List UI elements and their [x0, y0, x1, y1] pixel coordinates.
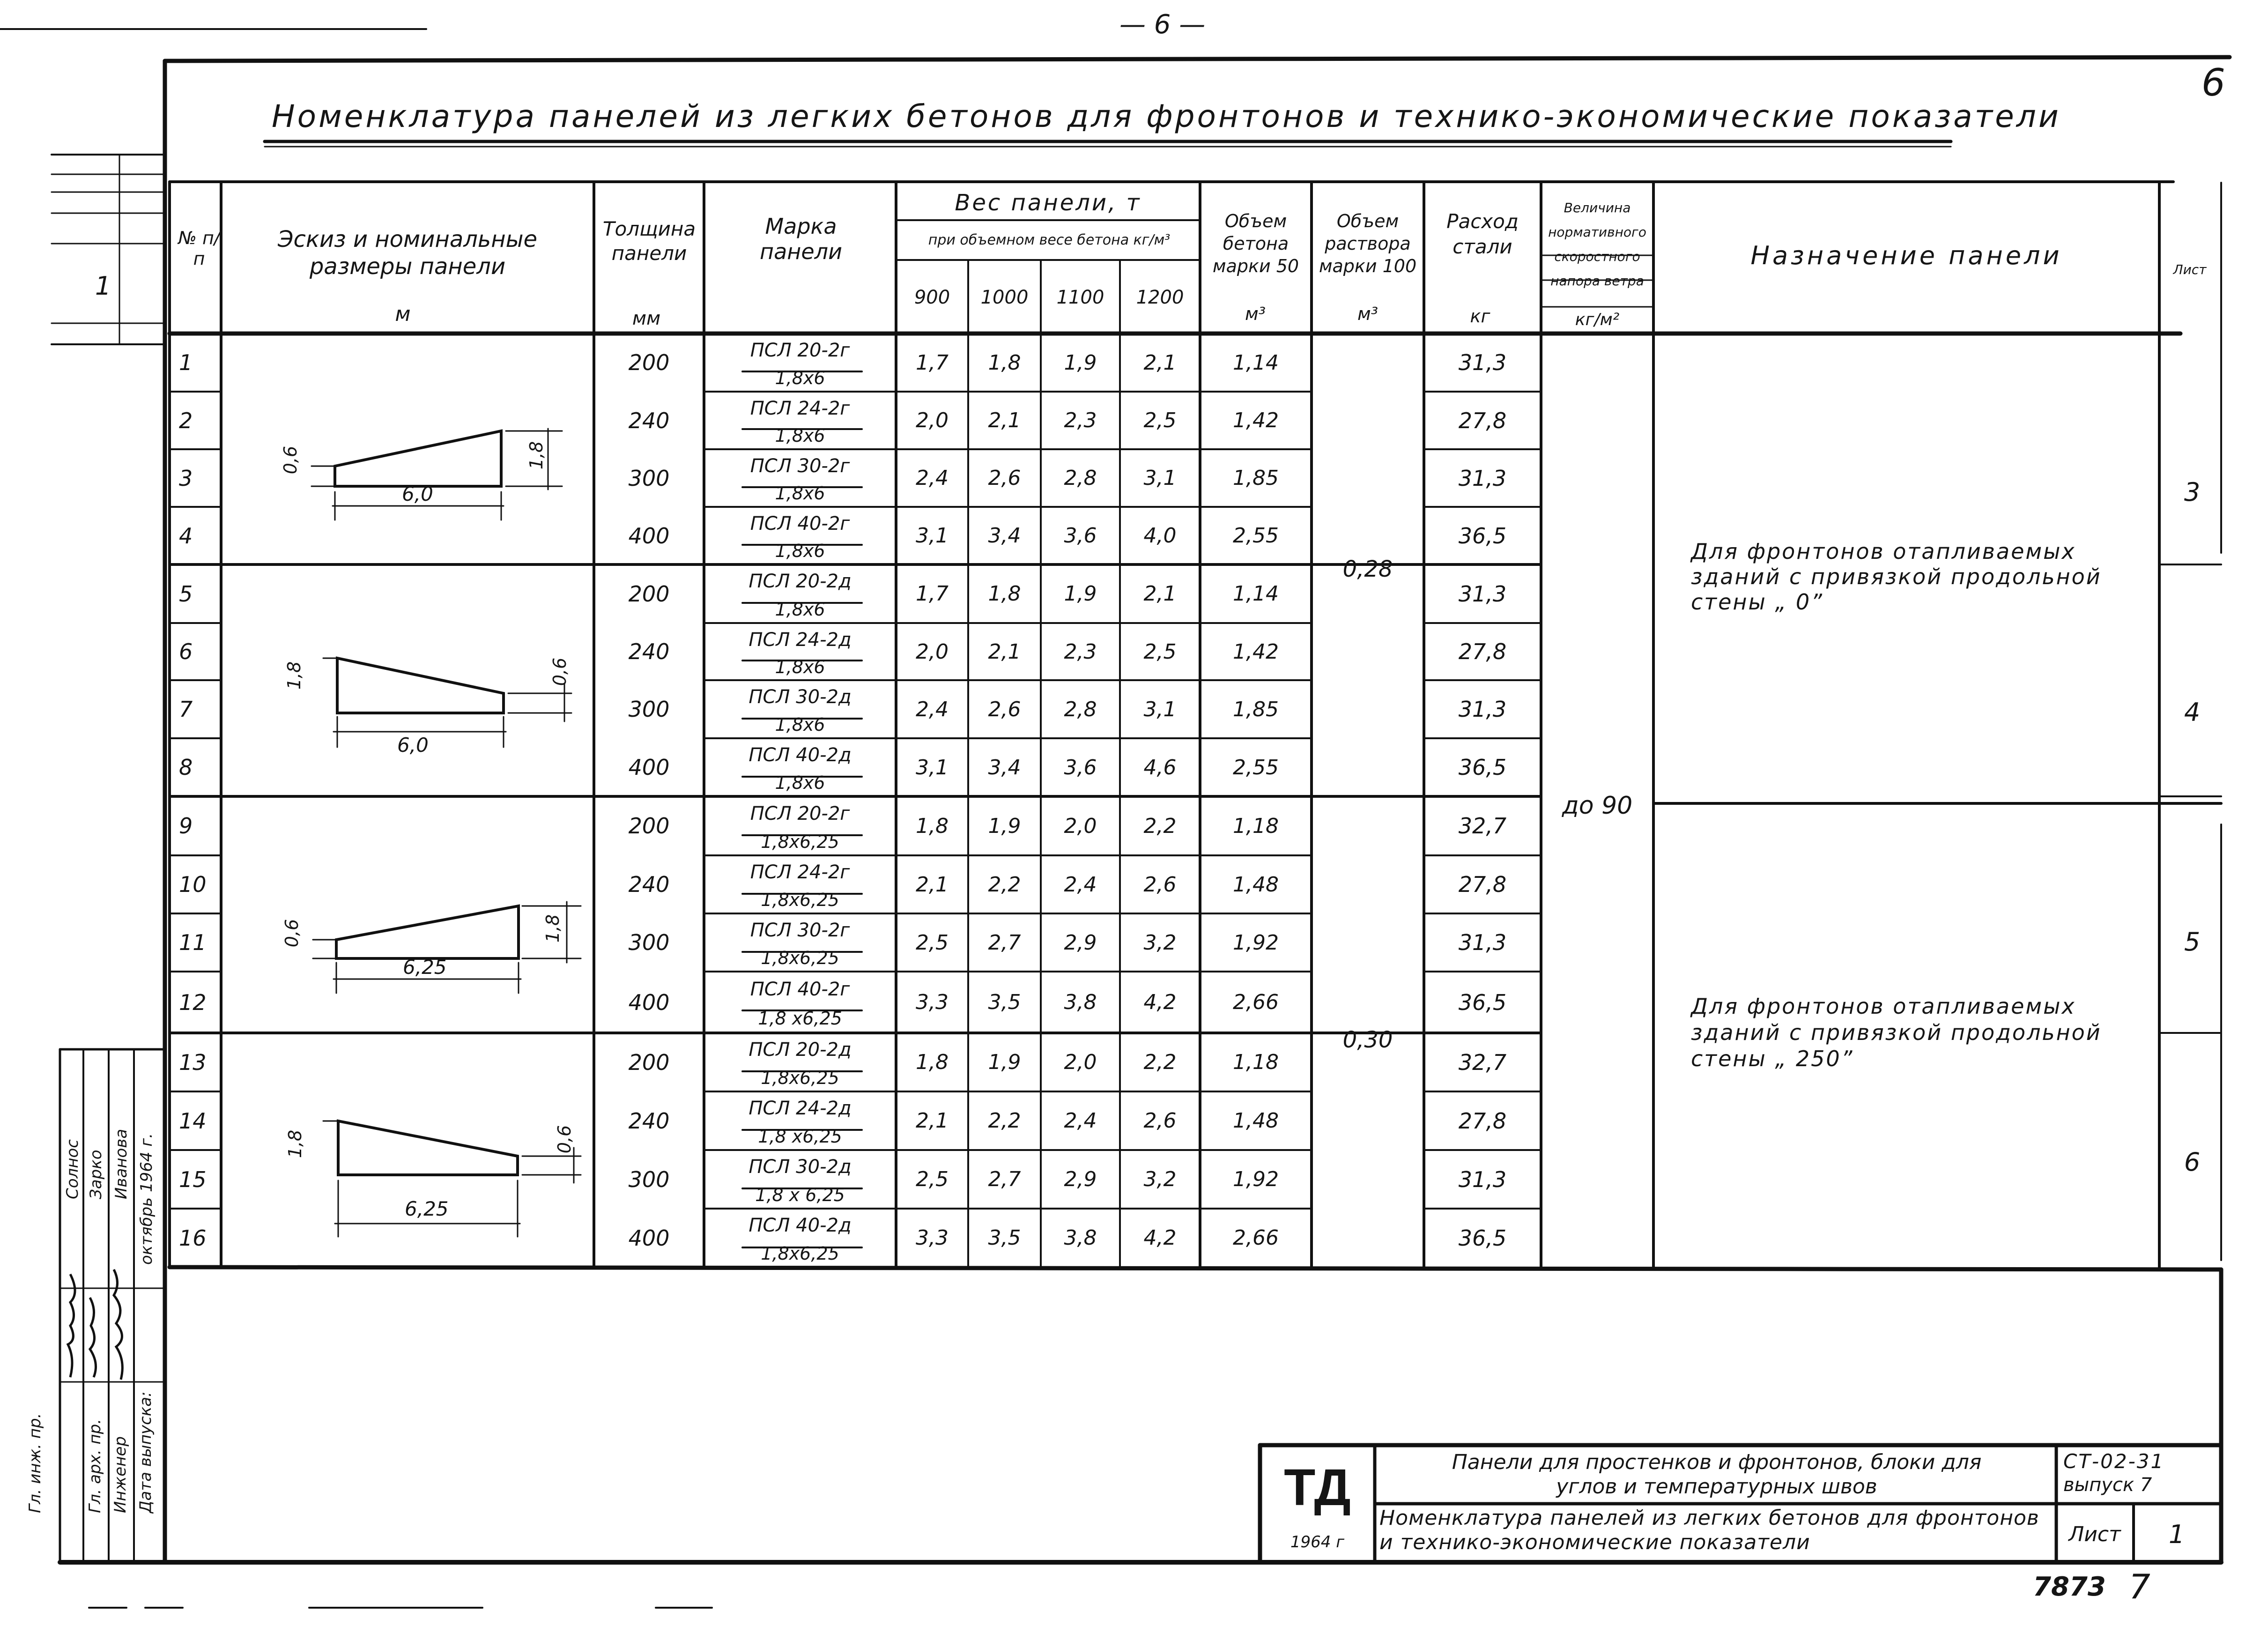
- row-weight-1200: 2,2: [1143, 814, 1177, 838]
- row-weight-1000: 2,1: [988, 639, 1021, 664]
- row-mark: ПСЛ 40-2д: [749, 744, 852, 766]
- row-weight-1000: 3,5: [988, 990, 1021, 1014]
- row-weight-1100: 2,3: [1064, 639, 1097, 664]
- header-wind: Величина нормативного скоростного напора ветра: [1548, 200, 1646, 289]
- row-mark: ПСЛ 30-2д: [749, 686, 852, 708]
- row-dims: 1,8х6,25: [761, 831, 839, 852]
- top-page-mark: — 6 —: [1119, 9, 1206, 40]
- row-thickness: 400: [628, 1225, 670, 1251]
- row-concrete-volume: 1,18: [1233, 1050, 1279, 1074]
- mortar-value-group-1: 0,28: [1342, 556, 1393, 582]
- row-dims: 1,8х6: [775, 425, 825, 446]
- sig-role-engineer: Инженер: [111, 1436, 130, 1513]
- row-mark: ПСЛ 20-2д: [749, 1039, 852, 1061]
- row-thickness: 300: [628, 697, 670, 722]
- sheet-3: 3: [2184, 477, 2201, 507]
- row-mark: ПСЛ 30-2г: [750, 455, 850, 477]
- stamp-sheet-label: Лист: [2068, 1522, 2121, 1546]
- row-weight-1200: 2,1: [1143, 350, 1177, 375]
- row-concrete-volume: 1,92: [1233, 930, 1279, 955]
- row-number: 6: [179, 639, 193, 664]
- row-mark: ПСЛ 40-2г: [750, 512, 850, 534]
- row-thickness: 240: [628, 639, 670, 664]
- row-weight-1000: 3,5: [988, 1226, 1021, 1250]
- header-num: № п/п: [178, 228, 220, 269]
- row-weight-1200: 4,6: [1143, 755, 1177, 779]
- row-weight-1200: 3,2: [1143, 930, 1177, 955]
- row-steel: 31,3: [1458, 930, 1507, 955]
- wind-value: до 90: [1562, 792, 1633, 820]
- row-dims: 1,8х6: [775, 772, 825, 793]
- row-dims: 1,8 х6,25: [758, 1126, 842, 1147]
- mortar-value-group-2: 0,30: [1342, 1027, 1393, 1053]
- row-number: 4: [179, 523, 193, 549]
- row-weight-1100: 2,4: [1064, 872, 1097, 897]
- row-concrete-volume: 2,66: [1233, 1226, 1279, 1250]
- row-weight-1200: 4,2: [1143, 1226, 1177, 1250]
- stamp-logo: ТД: [1284, 1458, 1351, 1516]
- row-weight-1100: 3,8: [1064, 1226, 1097, 1250]
- stamp-sheet-number: 1: [2168, 1519, 2185, 1549]
- row-weight-1100: 3,6: [1064, 755, 1097, 779]
- density-1000: 1000: [980, 287, 1029, 308]
- row-thickness: 240: [628, 1108, 670, 1134]
- row-steel: 27,8: [1458, 639, 1507, 664]
- header-weight: Вес панели, т: [955, 189, 1141, 216]
- row-weight-1200: 3,1: [1143, 466, 1177, 490]
- sig-role-chief-architect: Гл. арх. пр.: [86, 1418, 104, 1513]
- sketch-3-left-dim: 0,6: [282, 919, 303, 948]
- header-wind-unit: кг/м²: [1575, 310, 1620, 329]
- row-dims: 1,8х6: [775, 483, 825, 504]
- row-dims: 1,8х6: [775, 368, 825, 388]
- row-thickness: 300: [628, 1166, 670, 1192]
- row-mark: ПСЛ 30-2д: [749, 1156, 852, 1178]
- row-weight-1200: 2,6: [1143, 1109, 1177, 1133]
- row-weight-900: 3,3: [916, 990, 949, 1014]
- row-weight-1200: 2,2: [1143, 1050, 1177, 1074]
- row-weight-1200: 4,0: [1143, 524, 1177, 548]
- sketch-2-right-dim: 0,6: [549, 657, 571, 686]
- row-dims: 1,8х6: [775, 541, 825, 562]
- row-number: 5: [179, 581, 193, 607]
- row-number: 1: [179, 350, 193, 375]
- row-weight-900: 2,5: [916, 930, 949, 955]
- row-steel: 36,5: [1458, 1225, 1507, 1251]
- row-concrete-volume: 1,18: [1233, 814, 1279, 838]
- row-steel: 31,3: [1458, 350, 1507, 375]
- row-weight-1100: 2,9: [1064, 1167, 1097, 1191]
- purpose-group-1: Для фронтонов отапливаемых зданий с привязкой продольной стены „ 0”: [1691, 539, 2102, 615]
- row-weight-1100: 2,0: [1064, 1050, 1097, 1074]
- row-dims: 1,8х6,25: [761, 1067, 839, 1088]
- row-number: 8: [179, 755, 193, 780]
- sketch-1-right-dim: 1,8: [526, 441, 547, 470]
- row-weight-900: 2,4: [916, 466, 949, 490]
- row-weight-900: 3,1: [916, 755, 949, 779]
- row-weight-900: 1,7: [916, 582, 949, 606]
- row-weight-900: 2,4: [916, 697, 949, 721]
- header-sketch: Эскиз и номинальные размеры панели: [277, 226, 538, 280]
- row-concrete-volume: 1,42: [1233, 639, 1279, 664]
- stamp-sheet-title: Номенклатура панелей из легких бетонов для фронтонов и технико-экономические показатели: [1379, 1506, 2039, 1554]
- page-number: 6: [2201, 61, 2225, 104]
- row-thickness: 400: [628, 523, 670, 549]
- row-concrete-volume: 1,14: [1233, 582, 1279, 606]
- sketch-4-length: 6,25: [405, 1197, 449, 1220]
- row-weight-900: 1,7: [916, 350, 949, 375]
- row-weight-1200: 2,5: [1143, 639, 1177, 664]
- row-concrete-volume: 1,14: [1233, 350, 1279, 375]
- archive-number: 7873: [2033, 1572, 2106, 1602]
- row-thickness: 240: [628, 872, 670, 897]
- row-dims: 1,8х6: [775, 656, 825, 677]
- row-number: 3: [179, 465, 193, 491]
- row-weight-900: 3,3: [916, 1226, 949, 1250]
- row-mark: ПСЛ 24-2д: [749, 629, 852, 651]
- sketch-2-length: 6,0: [397, 734, 429, 757]
- row-number: 14: [179, 1108, 207, 1134]
- row-thickness: 300: [628, 465, 670, 491]
- row-steel: 31,3: [1458, 1166, 1507, 1192]
- row-dims: 1,8х6,25: [761, 948, 839, 968]
- sketch-4-right-dim: 0,6: [554, 1125, 575, 1154]
- row-weight-1100: 2,8: [1064, 697, 1097, 721]
- header-mortar-unit: м³: [1357, 304, 1378, 324]
- row-weight-1200: 3,2: [1143, 1167, 1177, 1191]
- row-weight-1000: 1,9: [988, 814, 1021, 838]
- row-steel: 36,5: [1458, 755, 1507, 780]
- row-weight-1000: 2,2: [988, 872, 1021, 897]
- row-weight-1000: 1,9: [988, 1050, 1021, 1074]
- row-number: 2: [179, 408, 193, 433]
- row-number: 10: [179, 872, 207, 897]
- row-steel: 27,8: [1458, 408, 1507, 433]
- row-weight-1000: 1,8: [988, 350, 1021, 375]
- row-steel: 32,7: [1458, 813, 1507, 839]
- row-mark: ПСЛ 20-2г: [750, 340, 850, 361]
- sig-name-chief-engineer: Солнос: [63, 1139, 82, 1199]
- row-weight-1000: 3,4: [988, 524, 1021, 548]
- sheet-5: 5: [2184, 927, 2201, 957]
- sig-name-engineer: Иванова: [112, 1128, 131, 1199]
- row-mark: ПСЛ 40-2г: [750, 978, 850, 1000]
- row-dims: 1,8 х6,25: [758, 1008, 842, 1029]
- row-weight-1100: 1,9: [1064, 582, 1097, 606]
- sheet-6: 6: [2184, 1147, 2201, 1177]
- row-number: 16: [179, 1225, 207, 1251]
- header-weight-sub: при объемном весе бетона кг/м³: [928, 232, 1171, 248]
- row-steel: 32,7: [1458, 1049, 1507, 1075]
- stamp-code: СТ-02-31: [2063, 1450, 2165, 1473]
- row-mark: ПСЛ 20-2д: [749, 571, 852, 593]
- row-thickness: 200: [628, 813, 670, 839]
- row-steel: 36,5: [1458, 523, 1507, 549]
- row-dims: 1,8х6,25: [761, 890, 839, 910]
- row-mark: ПСЛ 20-2г: [750, 802, 850, 824]
- row-concrete-volume: 1,48: [1233, 1109, 1279, 1133]
- sig-role-chief-engineer: Гл. инж. пр.: [26, 1413, 44, 1513]
- row-weight-1200: 2,5: [1143, 408, 1177, 432]
- row-concrete-volume: 2,66: [1233, 990, 1279, 1014]
- row-concrete-volume: 2,55: [1233, 755, 1279, 779]
- row-weight-900: 2,1: [916, 1109, 949, 1133]
- density-900: 900: [914, 287, 950, 308]
- page-title: Номенклатура панелей из легких бетонов для фронтонов и технико-экономические показатели: [272, 98, 2061, 134]
- header-thickness-unit: мм: [632, 308, 661, 329]
- row-thickness: 400: [628, 755, 670, 780]
- row-thickness: 300: [628, 930, 670, 955]
- sketch-4-left-dim: 1,8: [285, 1129, 306, 1158]
- stamp-series-title: Панели для простенков и фронтонов, блоки для углов и температурных швов: [1452, 1450, 1982, 1499]
- row-mark: ПСЛ 24-2д: [749, 1098, 852, 1120]
- row-weight-900: 2,5: [916, 1167, 949, 1191]
- row-weight-1100: 3,6: [1064, 524, 1097, 548]
- header-concrete-unit: м³: [1245, 304, 1266, 324]
- row-number: 12: [179, 989, 207, 1015]
- row-mark: ПСЛ 24-2г: [750, 397, 850, 419]
- sheet-4: 4: [2184, 697, 2201, 727]
- header-sheet: Лист: [2173, 261, 2207, 277]
- density-1200: 1200: [1136, 287, 1184, 308]
- header-mark: Марка панели: [760, 214, 842, 264]
- row-weight-1000: 2,2: [988, 1109, 1021, 1133]
- row-dims: 1,8х6,25: [761, 1243, 839, 1264]
- header-sketch-unit: м: [395, 302, 411, 326]
- header-steel: Расход стали: [1446, 210, 1519, 258]
- row-dims: 1,8 х 6,25: [755, 1184, 845, 1205]
- row-steel: 27,8: [1458, 1108, 1507, 1134]
- left-margin-number: 1: [95, 271, 111, 301]
- header-concrete: Объем бетона марки 50: [1212, 211, 1299, 276]
- row-concrete-volume: 2,55: [1233, 524, 1279, 548]
- density-1100: 1100: [1056, 287, 1104, 308]
- row-number: 9: [179, 813, 193, 839]
- row-concrete-volume: 1,92: [1233, 1167, 1279, 1191]
- row-thickness: 200: [628, 581, 670, 607]
- sketch-1-length: 6,0: [402, 482, 433, 505]
- sig-date-value: октябрь 1964 г.: [137, 1133, 156, 1265]
- row-mark: ПСЛ 24-2г: [750, 861, 850, 883]
- row-weight-1100: 1,9: [1064, 350, 1097, 375]
- row-thickness: 240: [628, 408, 670, 433]
- row-weight-1200: 4,2: [1143, 990, 1177, 1014]
- row-weight-900: 2,0: [916, 639, 949, 664]
- row-dims: 1,8х6: [775, 599, 825, 620]
- row-concrete-volume: 1,48: [1233, 872, 1279, 897]
- row-thickness: 400: [628, 989, 670, 1015]
- row-weight-1000: 2,1: [988, 408, 1021, 432]
- sketch-3-length: 6,25: [403, 956, 447, 979]
- stamp-year: 1964 г: [1290, 1533, 1345, 1551]
- row-weight-1200: 2,1: [1143, 582, 1177, 606]
- row-weight-1000: 2,6: [988, 697, 1021, 721]
- header-mortar: Объем раствора марки 100: [1319, 211, 1417, 276]
- stamp-issue: выпуск 7: [2063, 1474, 2152, 1496]
- header-thickness: Толщина панели: [602, 217, 696, 265]
- row-weight-1100: 2,9: [1064, 930, 1097, 955]
- row-steel: 27,8: [1458, 872, 1507, 897]
- row-steel: 36,5: [1458, 989, 1507, 1015]
- row-weight-900: 3,1: [916, 524, 949, 548]
- row-weight-1000: 2,6: [988, 466, 1021, 490]
- row-weight-900: 2,1: [916, 872, 949, 897]
- row-weight-1000: 2,7: [988, 930, 1021, 955]
- row-dims: 1,8х6: [775, 714, 825, 735]
- row-weight-1100: 2,3: [1064, 408, 1097, 432]
- row-steel: 31,3: [1458, 581, 1507, 607]
- row-weight-1100: 3,8: [1064, 990, 1097, 1014]
- row-concrete-volume: 1,85: [1233, 697, 1279, 721]
- row-weight-900: 2,0: [916, 408, 949, 432]
- row-number: 13: [179, 1049, 207, 1075]
- row-weight-900: 1,8: [916, 814, 949, 838]
- sig-role-date: Дата выпуска:: [136, 1391, 155, 1513]
- sketch-2-left-dim: 1,8: [284, 661, 305, 690]
- row-weight-1100: 2,4: [1064, 1109, 1097, 1133]
- row-number: 15: [179, 1166, 207, 1192]
- row-weight-1100: 2,0: [1064, 814, 1097, 838]
- row-mark: ПСЛ 40-2д: [749, 1215, 852, 1237]
- row-weight-900: 1,8: [916, 1050, 949, 1074]
- row-concrete-volume: 1,42: [1233, 408, 1279, 432]
- row-number: 7: [179, 697, 193, 722]
- row-weight-1200: 3,1: [1143, 697, 1177, 721]
- row-number: 11: [179, 930, 207, 955]
- row-steel: 31,3: [1458, 465, 1507, 491]
- purpose-group-2: Для фронтонов отапливаемых зданий с привязкой продольной стены „ 250”: [1691, 994, 2102, 1071]
- row-mark: ПСЛ 30-2г: [750, 920, 850, 941]
- archive-suffix: 7: [2129, 1567, 2150, 1606]
- row-steel: 31,3: [1458, 697, 1507, 722]
- sketch-3-right-dim: 1,8: [542, 914, 563, 943]
- row-weight-1000: 2,7: [988, 1167, 1021, 1191]
- row-weight-1100: 2,8: [1064, 466, 1097, 490]
- row-thickness: 200: [628, 350, 670, 375]
- row-thickness: 200: [628, 1049, 670, 1075]
- header-steel-unit: кг: [1470, 306, 1490, 327]
- row-weight-1000: 3,4: [988, 755, 1021, 779]
- sig-name-chief-architect: Зарко: [87, 1150, 105, 1199]
- sketch-1-left-dim: 0,6: [280, 445, 301, 475]
- row-weight-1200: 2,6: [1143, 872, 1177, 897]
- row-concrete-volume: 1,85: [1233, 466, 1279, 490]
- row-weight-1000: 1,8: [988, 582, 1021, 606]
- header-purpose: Назначение панели: [1750, 240, 2062, 270]
